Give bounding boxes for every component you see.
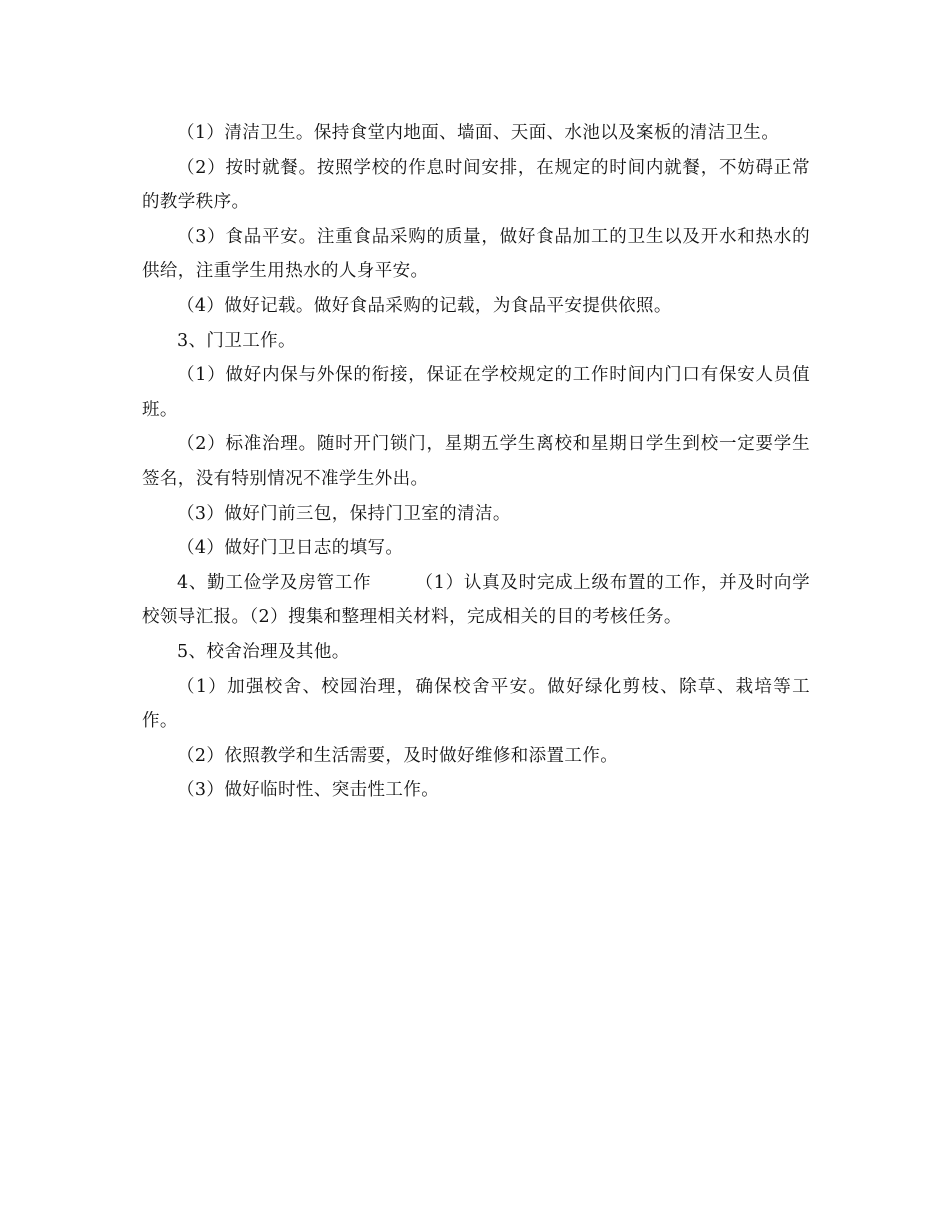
paragraph-maintenance: （2）依照教学和生活需要，及时做好维修和添置工作。	[177, 745, 619, 766]
work-study-text: （1）认真及时完成上级布置的工作，并及时向学校领导汇报。（2）搜集和整理相关材料，完成相关的目的考核任务。	[142, 572, 810, 628]
paragraph-gate-cleanliness: （3）做好门前三包，保持门卫室的清洁。	[177, 503, 511, 524]
paragraph-canteen-mealtime: （2）按时就餐。按照学校的作息时间安排，在规定的时间内就餐，不妨碍正常的教学秩序。	[142, 157, 810, 213]
paragraph-canteen-food-safety: （3）食品平安。注重食品采购的质量，做好食品加工的卫生以及开水和热水的供给，注重学生用热水的人身平安。	[142, 226, 810, 282]
document-body	[142, 116, 810, 808]
paragraph-canteen-cleaning: （1）清洁卫生。保持食堂内地面、墙面、天面、水池以及案板的清洁卫生。	[177, 123, 780, 143]
paragraph-campus-safety: （1）加强校舍、校园治理，确保校舍平安。做好绿化剪枝、除草、栽培等工作。	[142, 676, 810, 732]
section-heading-work-study: 4、勤工俭学及房管工作	[177, 572, 372, 593]
section-heading-campus-management: 5、校舍治理及其他。	[177, 641, 350, 662]
paragraph-work-study	[142, 566, 810, 635]
paragraph-temporary-work: （3）做好临时性、突击性工作。	[177, 780, 440, 801]
paragraph-gate-security-shift: （1）做好内保与外保的衔接，保证在学校规定的工作时间内门口有保安人员值班。	[142, 365, 810, 420]
paragraph-canteen-records: （4）做好记载。做好食品采购的记载，为食品平安提供依照。	[177, 295, 672, 316]
paragraph-gate-management: （2）标准治理。随时开门锁门，星期五学生离校和星期日学生到校一定要学生签名，没有特别情况不准学生外出。	[142, 434, 810, 489]
section-heading-gatekeeping: 3、门卫工作。	[177, 330, 296, 351]
paragraph-gate-log: （4）做好门卫日志的填写。	[177, 538, 404, 559]
